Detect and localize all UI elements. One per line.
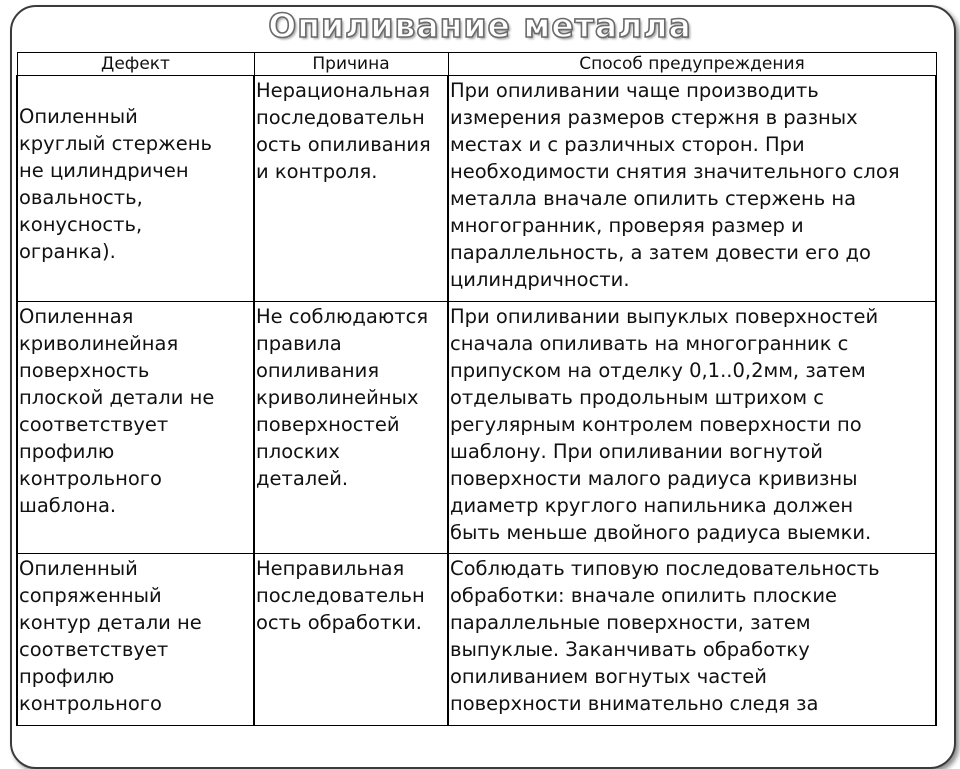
defects-table bbox=[16, 52, 937, 726]
cell-cause bbox=[254, 76, 448, 302]
prevention-text: При опиливании выпуклых поверхностей сначала опиливать на многогранник с припуском на отделку 0,1..0,2мм, затем отделывать продольным штрихом с регулярным контролем поверхности по шаблону. При опиливании вогнутой поверхности малого радиуса кривизны диаметр круглого напильника должен быть меньше двойного радиуса выемки. bbox=[450, 305, 879, 544]
cell-prevention bbox=[448, 76, 936, 302]
cause-text: Не соблюдаются правила опиливания криволинейных поверхностей плоских деталей. bbox=[256, 305, 429, 490]
header-prevention: Способ предупреждения bbox=[448, 53, 936, 76]
defect-text: Опиленная криволинейная поверхность плоской детали не соответствует профилю контрольного шаблона. bbox=[19, 305, 215, 517]
cell-defect bbox=[17, 302, 254, 554]
cell-prevention bbox=[448, 554, 936, 726]
cause-text: Нерациональная последовательн ость опиливания и контроля. bbox=[256, 79, 431, 183]
cell-prevention bbox=[448, 302, 936, 554]
defect-text: Опиленный сопряженный контур детали не соответствует профилю контрольного bbox=[19, 557, 202, 715]
cell-defect bbox=[17, 554, 254, 726]
header-cause: Причина bbox=[254, 53, 448, 76]
prevention-text: Соблюдать типовую последовательность обработки: вначале опилить плоские параллельные поверхности, затем выпуклые. Заканчивать обработку опиливанием вогнутых частей поверхности внимательно следя за bbox=[450, 557, 880, 715]
table-row bbox=[17, 554, 936, 726]
page-title: Опиливание металла bbox=[268, 6, 692, 45]
cause-text: Неправильная последовательн ость обработки. bbox=[256, 557, 425, 634]
table-row bbox=[17, 302, 936, 554]
cell-cause bbox=[254, 554, 448, 726]
defect-text: Опиленный круглый стержень не цилиндричен овальность, конусность, огранка). bbox=[19, 105, 212, 263]
prevention-text: При опиливании чаще производить измерения размеров стержня в разных местах и с различных сторон. При необходимости снятия значительного слоя металла вначале опилить стержень на многогранник, проверяя размер и параллельность, а затем довести его до цилиндричности. bbox=[450, 79, 900, 291]
header-defect: Дефект bbox=[17, 53, 254, 76]
cell-defect bbox=[17, 76, 254, 302]
cell-cause bbox=[254, 302, 448, 554]
table-row bbox=[17, 76, 936, 302]
table-header-row bbox=[17, 53, 936, 76]
